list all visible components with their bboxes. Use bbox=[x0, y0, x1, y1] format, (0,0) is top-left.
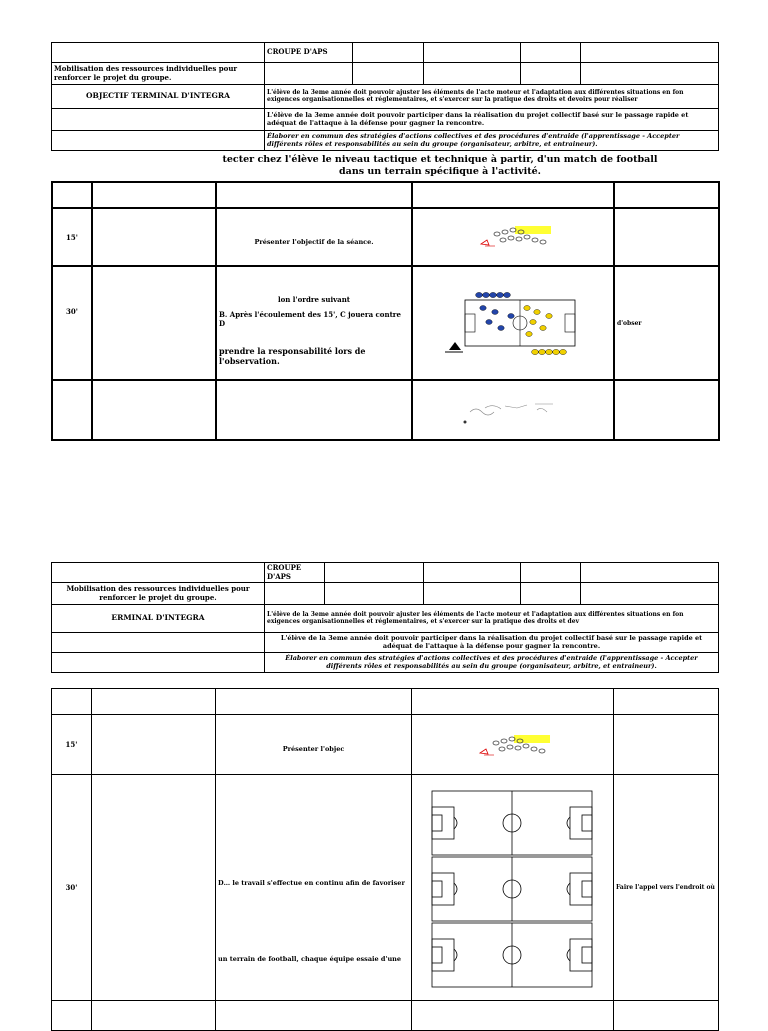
call-instruction-text: Faire l'appel vers l'endroit où bbox=[614, 775, 719, 1001]
groupe-aps-label: CROUPE D'APS bbox=[265, 563, 325, 583]
players-diagram-cell bbox=[412, 715, 614, 775]
three-football-fields-diagram bbox=[414, 777, 612, 999]
field-diagram-cell bbox=[412, 266, 614, 380]
responsibility-text: prendre la responsabilité lors de l'observation. bbox=[219, 346, 366, 366]
projet-collectif-text: L'élève de la 3eme année doit pouvoir participer dans la réalisation du projet collectif basé sur le passage rapide et adéquat de l'attaque à la défense pour gagner la rencontre. bbox=[265, 109, 719, 131]
match-text: B. Après l'écoulement des 15', C jouera contre D bbox=[219, 310, 401, 328]
row-description: Présenter l'objec bbox=[216, 715, 412, 775]
players-diagram-cell bbox=[412, 208, 614, 266]
session-objective-line2: dans un terrain spécifique à l'activité. bbox=[339, 165, 541, 177]
row-description-30 bbox=[216, 775, 412, 1001]
sheet1-header-table bbox=[51, 42, 719, 151]
session-objective-line1: tecter chez l'élève le niveau tactique et technique à partir, d'un match de football bbox=[222, 154, 658, 165]
sheet2-seance-table bbox=[51, 688, 719, 1031]
order-text: lon l'ordre suivant bbox=[277, 295, 351, 304]
team-text: un terrain de football, chaque équipe essaie d'une bbox=[218, 955, 402, 963]
sketch-diagram-cell bbox=[412, 380, 614, 440]
elaborer-strategies-text: Élaborer en commun des stratégies d'actions collectives et des procédures d'entraide (l'apprentissage - Accepter différents rôles et responsabilités au sein du groupe (organisateur, arbitre, et entraineur). bbox=[265, 653, 719, 673]
objectif-terminal-text: L'élève de la 3eme année doit pouvoir ajuster les éléments de l'acte moteur et l'adaptation aux différentes situations en fon exigences organisationnelles et réglementaires, et s'exercer sur la pratique des droits et devoirs pour réaliser bbox=[265, 85, 719, 109]
players-diagram bbox=[415, 210, 613, 264]
objectif-terminal-text: L'élève de la 3eme année doit pouvoir ajuster les éléments de l'acte moteur et l'adaptation aux différentes situations en fon exigences organisationnelles et réglementaires, et s'exercer sur la pratique des droits et dev bbox=[265, 605, 719, 633]
three-fields-cell bbox=[412, 775, 614, 1001]
projet-collectif-text: L'élève de la 3eme année doit pouvoir participer dans la réalisation du projet collectif basé sur le passage rapide et adéquat de l'attaque à la défense pour gagner la rencontre. bbox=[265, 633, 719, 653]
players-diagram bbox=[414, 717, 612, 773]
sketch-diagram bbox=[415, 382, 613, 438]
sheet1-seance-table bbox=[51, 181, 720, 441]
objectif-terminal-label: OBJECTIF TERMINAL D'INTEGRA bbox=[52, 85, 265, 109]
session-objective-heading bbox=[150, 154, 730, 178]
row-time: 30' bbox=[52, 266, 92, 380]
row-time: 30' bbox=[52, 775, 92, 1001]
observation-text: d'obser bbox=[614, 266, 719, 380]
row-description: Présenter l'objectif de la séance. bbox=[216, 208, 412, 266]
elaborer-strategies-text: Élaborer en commun des stratégies d'actions collectives et des procédures d'entraide (l'apprentissage - Accepter différents rôles et responsabilités au sein du groupe (organisateur, arbitre, et entraineur). bbox=[265, 131, 719, 151]
objectif-terminal-label: ERMINAL D'INTEGRA bbox=[52, 605, 265, 633]
groupe-aps-label: CROUPE D'APS bbox=[265, 43, 353, 63]
mobilisation-label: Mobilisation des ressources individuelles pour renforcer le projet du groupe. bbox=[52, 583, 265, 605]
row-time: 15' bbox=[52, 715, 92, 775]
row-description-30 bbox=[216, 266, 412, 380]
field-with-teams-diagram bbox=[415, 268, 613, 378]
row-time: 15' bbox=[52, 208, 92, 266]
continuous-work-text: D… le travail s'effectue en continu afin de favoriser bbox=[218, 879, 405, 887]
sheet2-header-table bbox=[51, 562, 719, 673]
mobilisation-label: Mobilisation des ressources individuelles pour renforcer le projet du groupe. bbox=[52, 63, 265, 85]
